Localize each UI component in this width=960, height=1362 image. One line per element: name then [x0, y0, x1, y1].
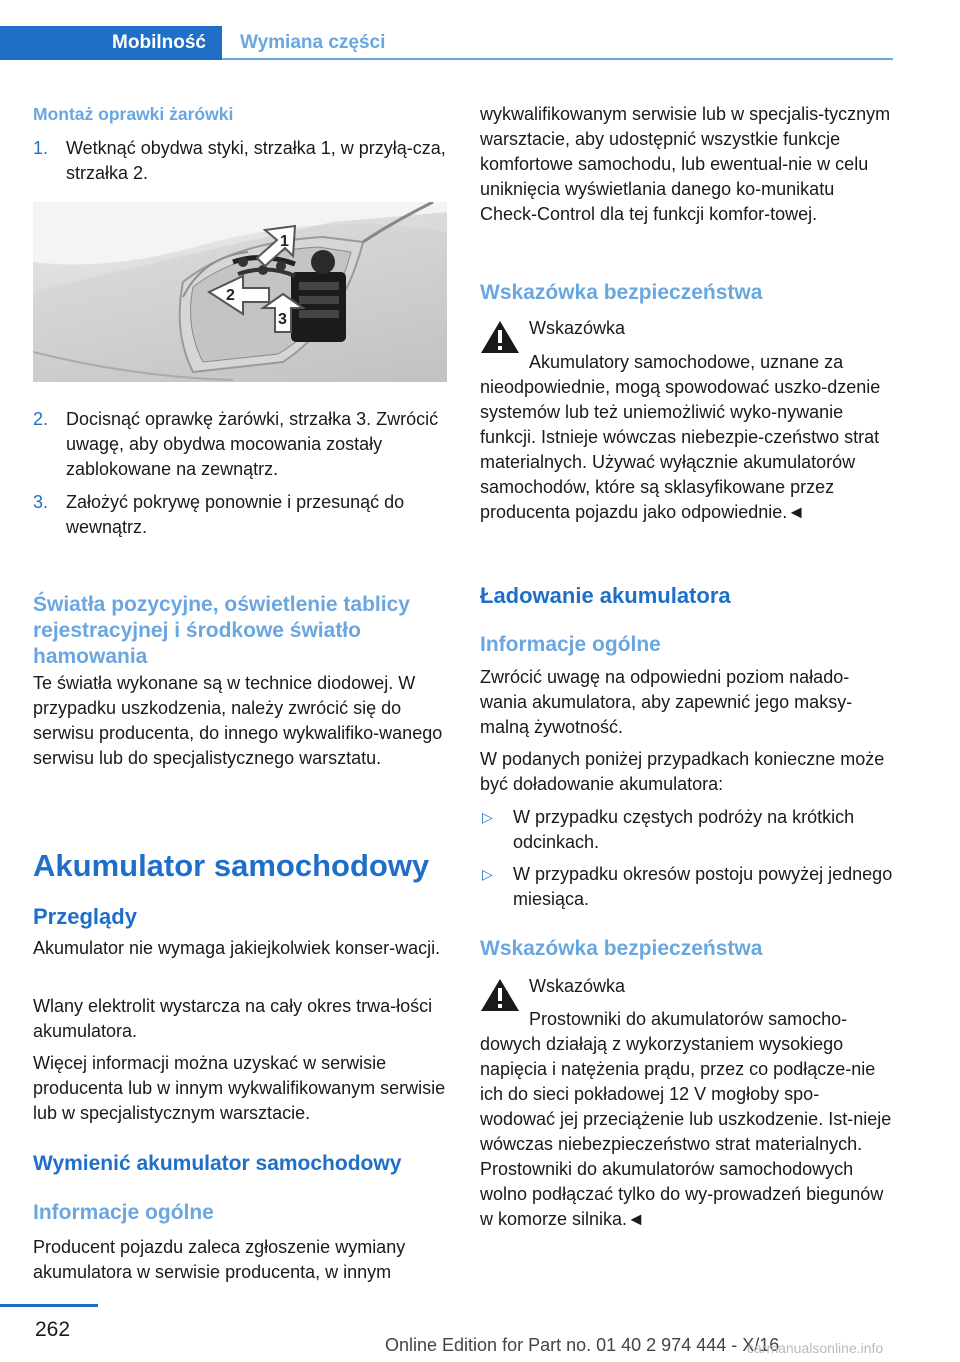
paragraph-insp-2: Wlany elektrolit wystarcza na cały okres trwa-łości akumulatora.: [33, 996, 433, 1041]
step-text: Wetknąć obydwa styki, strzałka 1, w przyłą-cza, strzałka 2.: [66, 138, 446, 183]
list-item-text: W przypadku częstych podróży na krótkich odcinkach.: [513, 807, 855, 852]
heading-safety-1: Wskazówka bezpieczeństwa: [480, 281, 763, 304]
warning-text-2: Prostowniki do akumulatorów samocho-dowych działają z wykorzystaniem wysokiego napięcia i natężenia prądu, przez co podłącze-nie ich do sieci pokładowej 12 V mogłoby spo-wodować jej przeciążenie lub uszkodzenie. Ist-nieje wówczas niebezpieczeństwo strat materialnych. Prostowniki do akumulatorów samochodowych wolno podłączać tylko do wy-prowadzeń biegunów w komorze silnika.◄: [480, 1009, 892, 1229]
paragraph-charge-1: Zwrócić uwagę na odpowiedni poziom nałado-wania akumulatora, aby zapewnić jego maksy-malną żywotność.: [480, 667, 853, 737]
footer-edition: Online Edition for Part no. 01 40 2 974 444 - X/16: [385, 1335, 780, 1355]
paragraph-lights: Te światła wykonane są w technice diodowej. W przypadku uszkodzenia, należy zwrócić się do serwisu producenta, do innego wykwalifiko-wanego serwisu lub do specjalistycznego warsztatu.: [33, 673, 443, 768]
warning-text-1: Akumulatory samochodowe, uznane za nieodpowiednie, mogą spowodować uszko-dzenie systemów lub też uniemożliwić wyko-nywanie funkcji. Istnieje wówczas niebezpie-czeństwo strat materialnych. Używać wyłącznie akumulatorów samochodów, które są sklasyfikowane przez producenta pojazdu jako odpowiednie.◄: [480, 352, 881, 522]
warning-label: Wskazówka: [529, 976, 626, 996]
paragraph-charge-2: W podanych poniżej przypadkach konieczne może być doładowanie akumulatora:: [480, 749, 885, 794]
figure-label-1: 1: [280, 233, 289, 250]
figure-label-2: 2: [226, 287, 235, 304]
warning-triangle-icon: [480, 320, 520, 354]
bulb-holder-figure: [33, 202, 447, 382]
paragraph-insp-3: Więcej informacji można uzyskać w serwisie producenta lub w innym wykwalifikowanym serwisie lub w specjalistycznym warsztacie.: [33, 1053, 446, 1123]
heading-inspections: Przeglądy: [33, 904, 137, 929]
footer-rule: [0, 1304, 98, 1307]
header-tabbar: [0, 26, 893, 60]
heading-position-lights: Światła pozycyjne, oświetlenie tablicy rejestracyjnej i środkowe światło hamowania: [33, 593, 410, 668]
bulb-holder-illustration: [33, 202, 447, 382]
heading-car-battery: Akumulator samochodowy: [33, 848, 430, 883]
heading-general-info-2: Informacje ogólne: [480, 633, 661, 656]
bullet-triangle-icon: ▷: [482, 866, 493, 882]
tab-underline: [222, 58, 893, 60]
figure-label-3: 3: [278, 311, 287, 328]
paragraph-continued: wykwalifikowanym serwisie lub w specjalis-tycznym warsztacie, aby udostępnić wszystkie funkcje komfortowe samochodu, lub ewentual-nie w celu uniknięcia wyświetlania danego ko-munikatu Check-Control dla tej funkcji komfor-towej.: [480, 104, 891, 224]
watermark: carmanualsonline.info: [747, 1340, 884, 1356]
bullet-triangle-icon: ▷: [482, 809, 493, 825]
step-number: 3.: [33, 492, 49, 512]
heading-replace-battery: Wymienić akumulator samochodowy: [33, 1152, 402, 1175]
tab-parts-replacement[interactable]: Wymiana części: [240, 32, 386, 53]
warning-label: Wskazówka: [529, 318, 626, 338]
step-number: 1.: [33, 138, 49, 158]
step-text: Założyć pokrywę ponownie i przesunąć do wewnątrz.: [66, 492, 405, 537]
list-item-text: W przypadku okresów postoju powyżej jednego miesiąca.: [513, 864, 893, 909]
heading-general-info-1: Informacje ogólne: [33, 1201, 214, 1224]
paragraph-replace: Producent pojazdu zaleca zgłoszenie wymiany akumulatora w serwisie producenta, w innym: [33, 1237, 406, 1282]
page-number: 262: [35, 1318, 71, 1341]
heading-safety-2: Wskazówka bezpieczeństwa: [480, 937, 763, 960]
tab-mobility[interactable]: Mobilność: [0, 26, 222, 60]
paragraph-insp-1: Akumulator nie wymaga jakiejkolwiek konser-wacji.: [33, 938, 441, 958]
heading-bulb-mount: Montaż oprawki żarówki: [33, 104, 234, 124]
heading-charging: Ładowanie akumulatora: [480, 583, 731, 608]
step-number: 2.: [33, 409, 49, 429]
step-text: Docisnąć oprawkę żarówki, strzałka 3. Zwrócić uwagę, aby obydwa mocowania zostały zablokowane na zewnątrz.: [66, 409, 439, 479]
